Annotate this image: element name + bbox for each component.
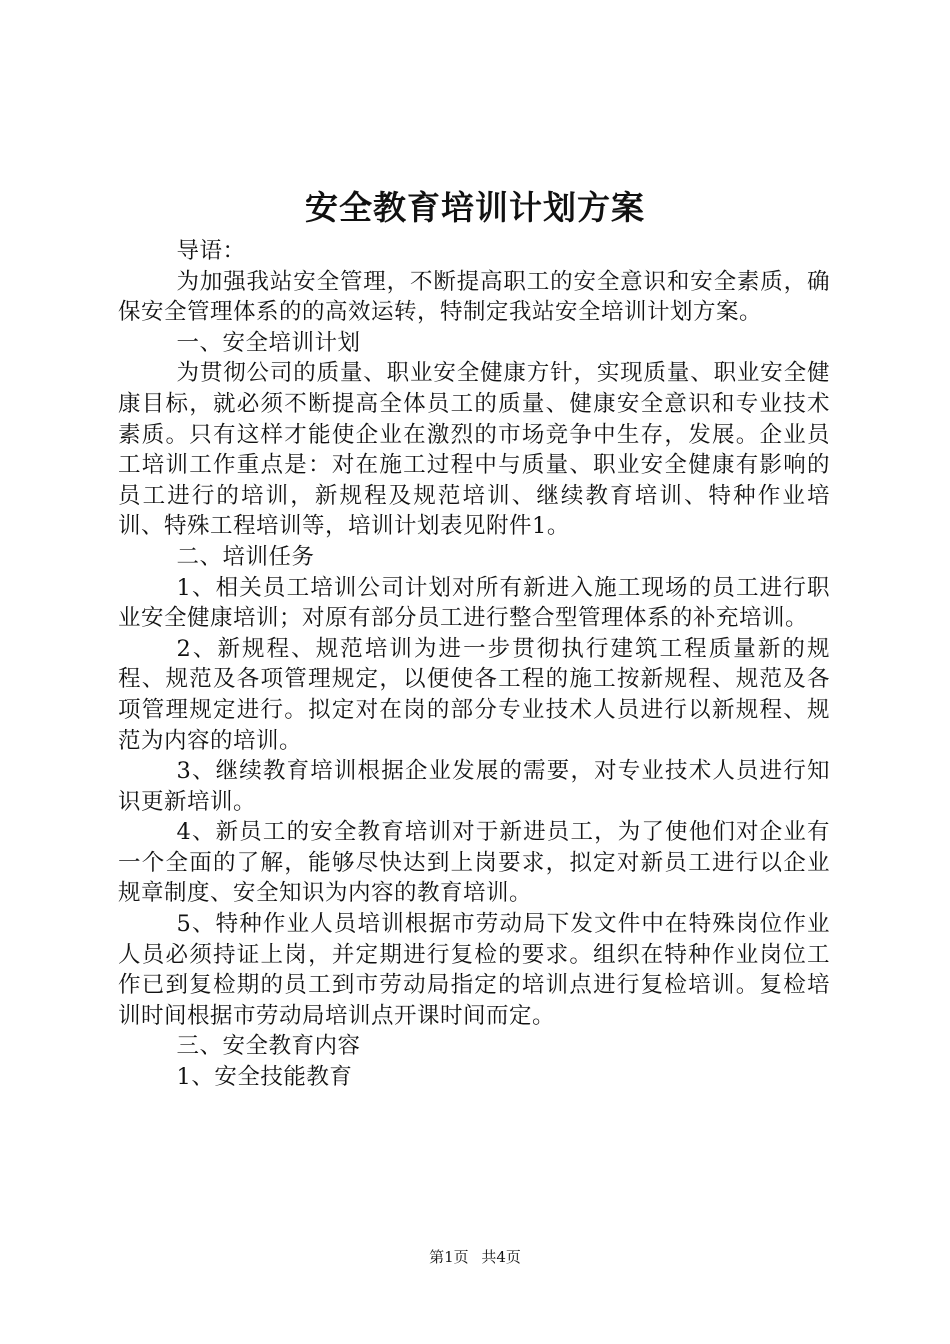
paragraph-intro: 为加强我站安全管理，不断提高职工的安全意识和安全素质，确保安全管理体系的的高效运转，特制定我站安全培训计划方案。 bbox=[118, 268, 830, 326]
section-heading-2: 二、培训任务 bbox=[176, 543, 315, 570]
paragraph-task-3: 3、继续教育培训根据企业发展的需要，对专业技术人员进行知识更新培训。 bbox=[118, 758, 830, 815]
page-total: 共4页 bbox=[481, 1248, 521, 1266]
document-body bbox=[118, 236, 830, 1093]
page-footer bbox=[0, 1246, 950, 1268]
paragraph-task-4: 4、新员工的安全教育培训对于新进员工，为了使他们对企业有一个全面的了解，能够尽快达到上岗要求，拟定对新员工进行以企业规章制度、安全知识为内容的教育培训。 bbox=[118, 819, 830, 907]
paragraph-intro-label: 导语： bbox=[176, 238, 246, 264]
paragraph-content-1: 1、安全技能教育 bbox=[176, 1064, 353, 1091]
section-heading-3: 三、安全教育内容 bbox=[176, 1033, 361, 1060]
paragraph-section-1: 为贯彻公司的质量、职业安全健康方针，实现质量、职业安全健康目标，就必须不断提高全体员工的质量、健康安全意识和专业技术素质。只有这样才能使企业在激烈的市场竞争中生存，发展。企业员工培训工作重点是：对在施工过程中与质量、职业安全健康有影响的员工进行的培训，新规程及规范培训、继续教育培训、特种作业培训、特殊工程培训等，培训计划表见附件1。 bbox=[118, 360, 830, 540]
paragraph-task-5: 5、特种作业人员培训根据市劳动局下发文件中在特殊岗位作业人员必须持证上岗，并定期进行复检的要求。组织在特种作业岗位工作已到复检期的员工到市劳动局指定的培训点进行复检培训。复检培训时间根据市劳动局培训点开课时间而定。 bbox=[118, 911, 830, 1029]
page-number: 第1页 bbox=[429, 1248, 469, 1266]
document-title: 安全教育培训计划方案 bbox=[305, 188, 645, 227]
section-heading-1: 一、安全培训计划 bbox=[176, 329, 361, 356]
paragraph-task-1: 1、相关员工培训公司计划对所有新进入施工现场的员工进行职业安全健康培训；对原有部分员工进行整合型管理体系的补充培训。 bbox=[118, 574, 830, 632]
paragraph-task-2: 2、新规程、规范培训为进一步贯彻执行建筑工程质量新的规程、规范及各项管理规定，以便使各工程的施工按新规程、规范及各项管理规定进行。拟定对在岗的部分专业技术人员进行以新规程、规范为内容的培训。 bbox=[118, 635, 830, 754]
